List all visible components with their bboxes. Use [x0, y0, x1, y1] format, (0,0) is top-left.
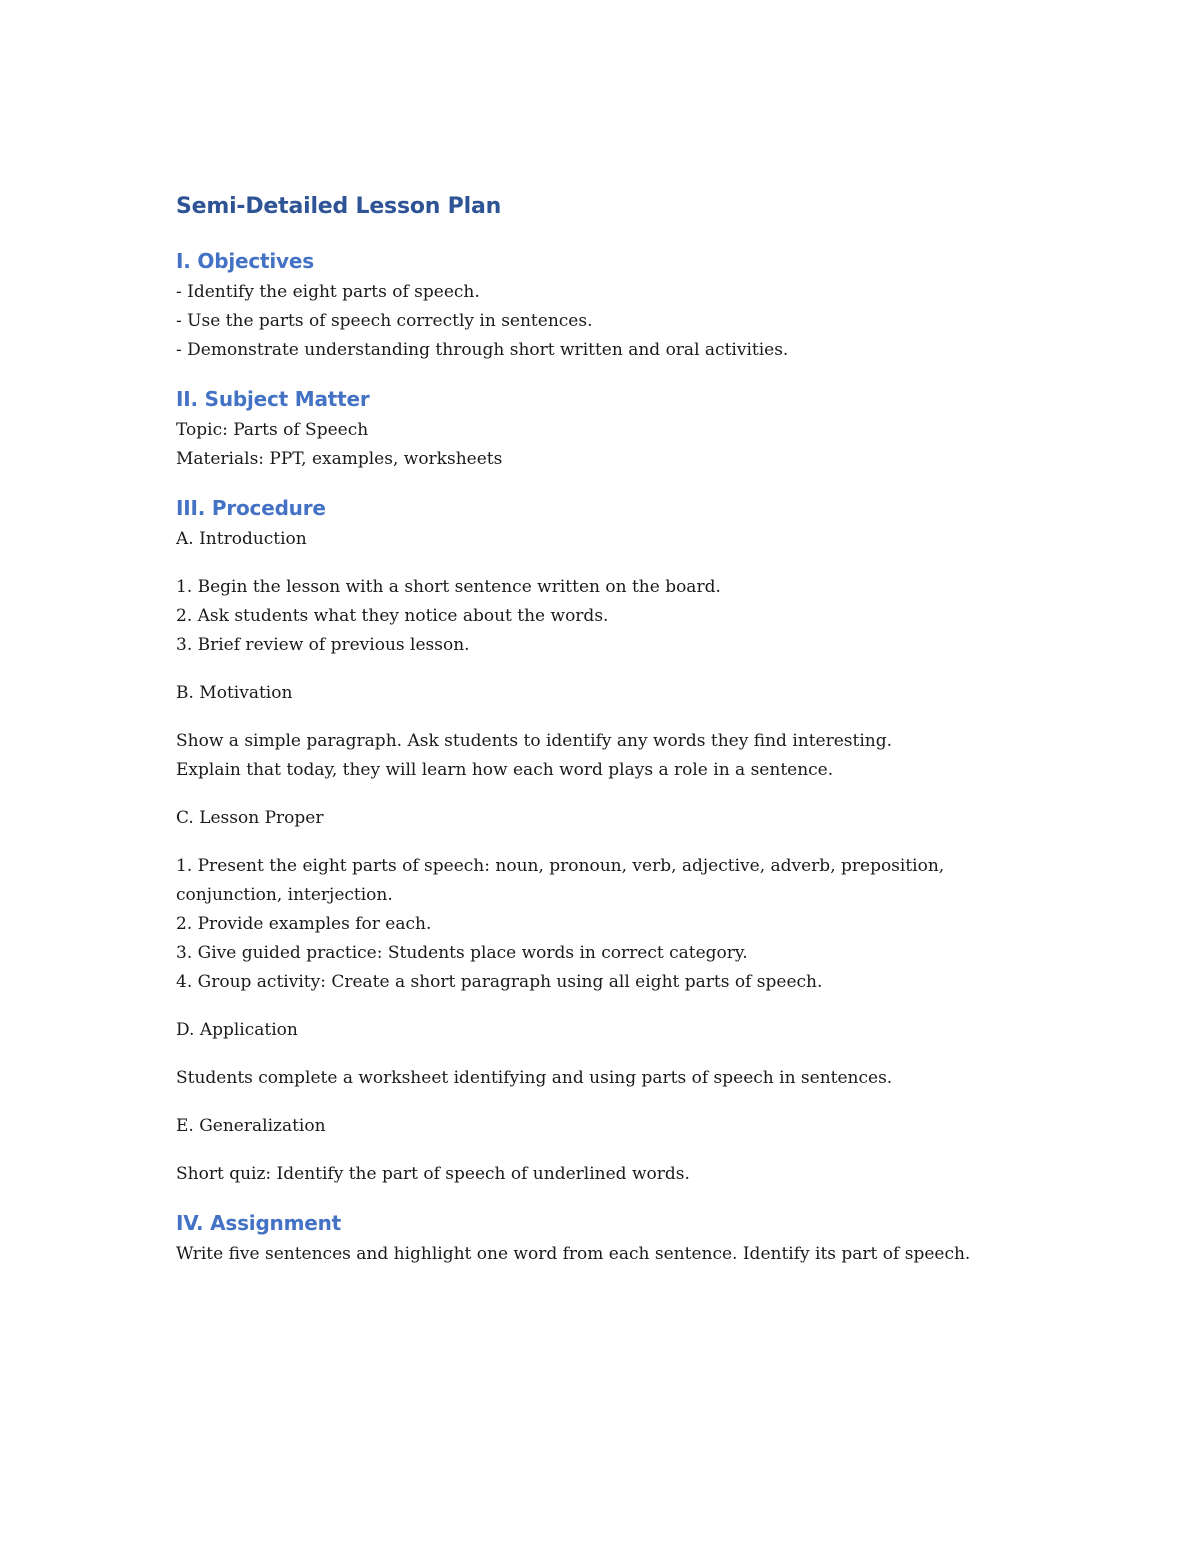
objective-item: - Identify the eight parts of speech.: [176, 282, 480, 302]
lesson-proper-step: 2. Provide examples for each.: [176, 914, 432, 934]
subject-matter-heading: II. Subject Matter: [176, 387, 370, 411]
introduction-label: A. Introduction: [176, 529, 307, 549]
document-title: Semi-Detailed Lesson Plan: [176, 194, 502, 219]
assignment-heading: IV. Assignment: [176, 1211, 342, 1235]
lesson-proper-step: 1. Present the eight parts of speech: noun, pronoun, verb, adjective, adverb, preposition, conjunction, interjection.: [176, 856, 945, 905]
generalization-label: E. Generalization: [176, 1116, 326, 1136]
application-label: D. Application: [176, 1020, 298, 1040]
lesson-proper-step: 3. Give guided practice: Students place words in correct category.: [176, 943, 748, 963]
objective-item: - Demonstrate understanding through short written and oral activities.: [176, 340, 789, 360]
objectives-heading: I. Objectives: [176, 249, 314, 273]
objective-item: - Use the parts of speech correctly in sentences.: [176, 311, 593, 331]
application-text: Students complete a worksheet identifying and using parts of speech in sentences.: [176, 1068, 893, 1088]
assignment-text: Write five sentences and highlight one word from each sentence. Identify its part of speech.: [176, 1244, 971, 1264]
introduction-step: 2. Ask students what they notice about the words.: [176, 606, 609, 626]
motivation-line: Explain that today, they will learn how each word plays a role in a sentence.: [176, 760, 834, 780]
lesson-proper-label: C. Lesson Proper: [176, 808, 324, 828]
document-page: [176, 190, 1076, 1269]
motivation-label: B. Motivation: [176, 683, 293, 703]
generalization-text: Short quiz: Identify the part of speech of underlined words.: [176, 1164, 690, 1184]
materials-line: Materials: PPT, examples, worksheets: [176, 449, 503, 469]
topic-line: Topic: Parts of Speech: [176, 420, 369, 440]
procedure-heading: III. Procedure: [176, 496, 326, 520]
lesson-proper-step: 4. Group activity: Create a short paragraph using all eight parts of speech.: [176, 972, 823, 992]
motivation-line: Show a simple paragraph. Ask students to identify any words they find interesting.: [176, 731, 893, 751]
introduction-step: 3. Brief review of previous lesson.: [176, 635, 470, 655]
introduction-step: 1. Begin the lesson with a short sentence written on the board.: [176, 577, 721, 597]
